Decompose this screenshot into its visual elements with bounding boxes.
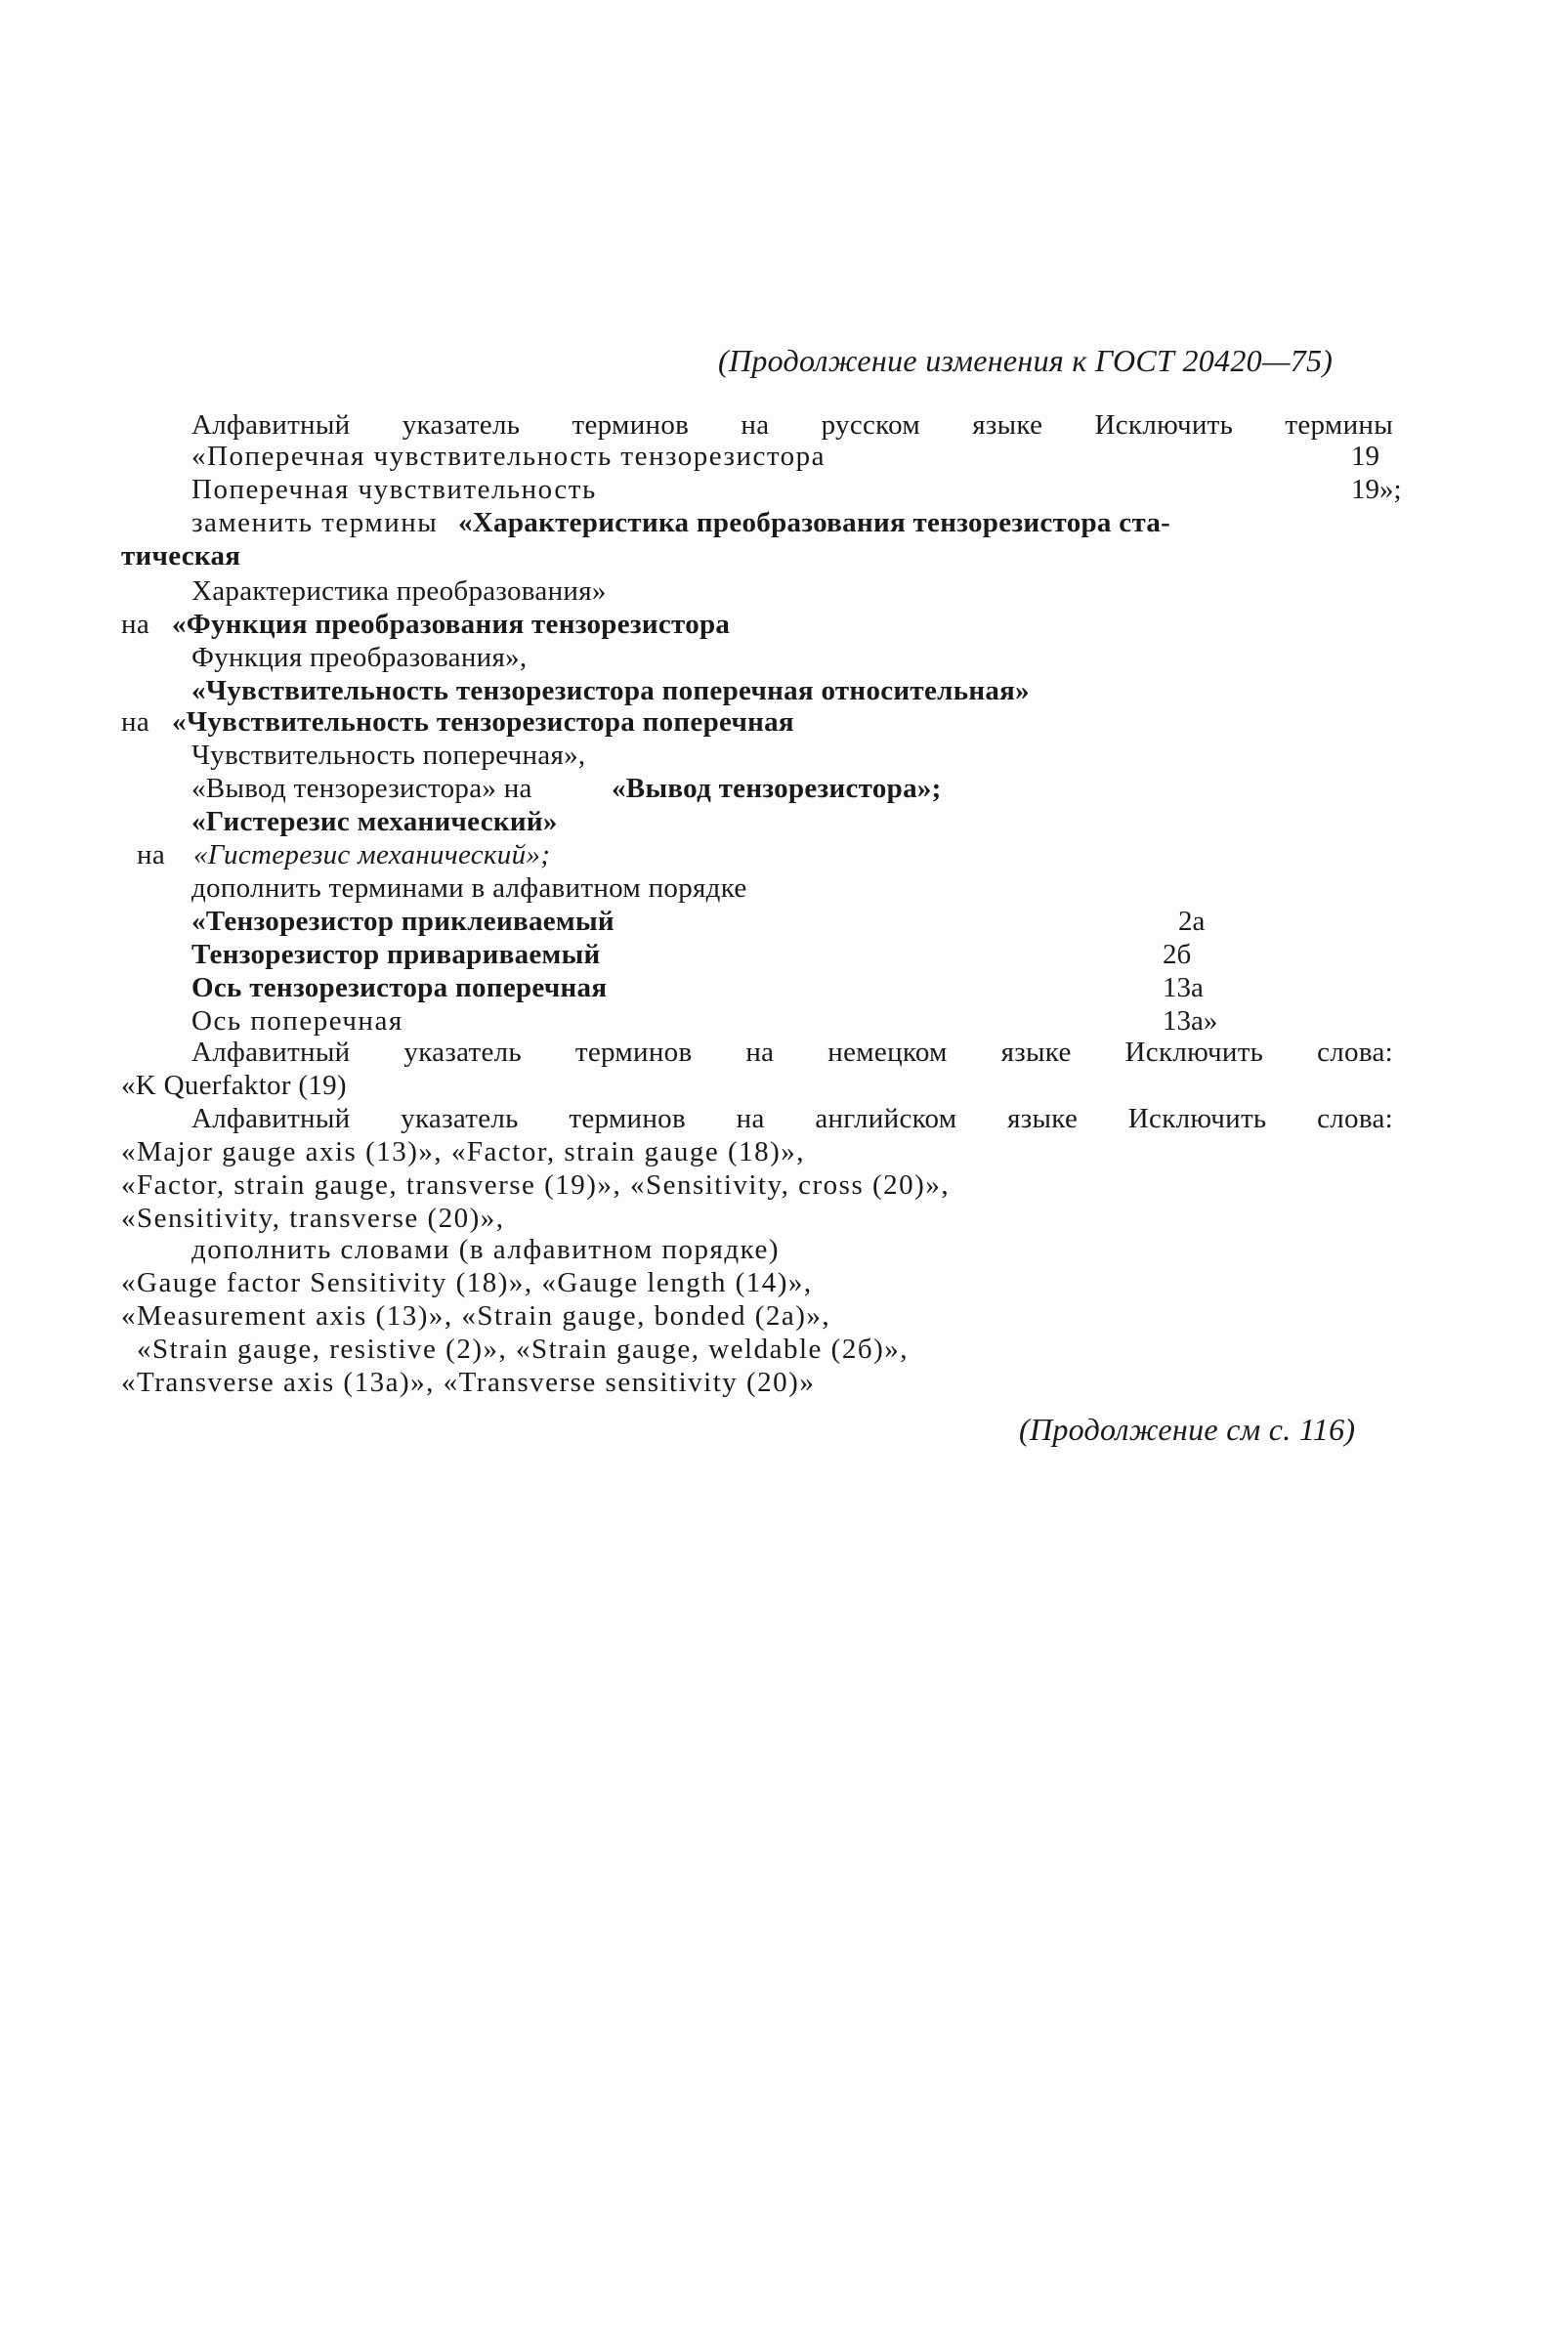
text-line: дополнить словами (в алфавитном порядке)	[191, 1234, 781, 1265]
text-line: «Чувствительность тензорезистора поперечная относительная»	[191, 675, 1030, 706]
text-line: «Вывод тензорезистора» на	[191, 773, 532, 804]
text-line: на	[121, 706, 149, 738]
text-line: тическая	[121, 540, 241, 572]
term-number: 19»;	[1351, 474, 1402, 505]
text-line: «Measurement axis (13)», «Strain gauge, bonded (2a)»,	[121, 1300, 831, 1332]
text-line: заменить термины	[191, 507, 439, 538]
text-line: «Чувствительность тензорезистора поперечная	[172, 706, 794, 738]
text-line: Ось поперечная	[191, 1005, 403, 1037]
text-line: «Вывод тензорезистора»;	[612, 773, 942, 804]
term-number: 19	[1351, 441, 1379, 472]
text-line: «Гистерезис механический»;	[193, 839, 551, 870]
text-line: «Тензорезистор приклеиваемый	[191, 906, 614, 937]
term-number: 13а	[1163, 972, 1204, 1003]
text-line: «Transverse axis (13a)», «Transverse sensitivity (20)»	[121, 1367, 816, 1398]
term-number: 2а	[1178, 906, 1206, 937]
text-line: Чувствительность поперечная»,	[191, 740, 586, 771]
text-line: «Поперечная чувствительность тензорезистора	[191, 441, 826, 472]
text-line: «Strain gauge, resistive (2)», «Strain gauge, weldable (2б)»,	[137, 1334, 909, 1365]
text-line: Алфавитный указатель терминов на немецком языке Исключить слова:	[191, 1037, 1393, 1068]
page-footer: (Продолжение см с. 116)	[1019, 1412, 1356, 1447]
text-line: Ось тензорезистора поперечная	[191, 972, 608, 1003]
text-line: «Функция преобразования тензорезистора	[172, 609, 731, 640]
text-line: «Гистерезис механический»	[191, 806, 558, 837]
text-line: Поперечная чувствительность	[191, 474, 597, 505]
text-line: «Factor, strain gauge, transverse (19)», «Sensitivity, cross (20)»,	[121, 1169, 951, 1201]
term-number: 2б	[1163, 939, 1192, 970]
term-number: 13а»	[1163, 1005, 1218, 1037]
text-line: Характеристика преобразования»	[191, 575, 607, 607]
text-line: Функция преобразования»,	[191, 642, 528, 673]
page-header: (Продолжение изменения к ГОСТ 20420—75)	[718, 343, 1334, 378]
text-line: «K Querfaktor (19)	[121, 1070, 347, 1101]
text-line: «Gauge factor Sensitivity (18)», «Gauge length (14)»,	[121, 1267, 813, 1298]
text-line: «Major gauge axis (13)», «Factor, strain gauge (18)»,	[121, 1136, 806, 1167]
text-line: «Характеристика преобразования тензорезистора ста-	[458, 507, 1171, 538]
text-line: на	[137, 839, 165, 870]
text-line: дополнить терминами в алфавитном порядке	[191, 872, 747, 904]
text-line: Алфавитный указатель терминов на английском языке Исключить слова:	[191, 1103, 1393, 1134]
text-line: Тензорезистор привариваемый	[191, 939, 601, 970]
text-line: «Sensitivity, transverse (20)»,	[121, 1203, 505, 1234]
text-line: Алфавитный указатель терминов на русском языке Исключить термины	[191, 409, 1393, 441]
text-line: на	[121, 609, 149, 640]
